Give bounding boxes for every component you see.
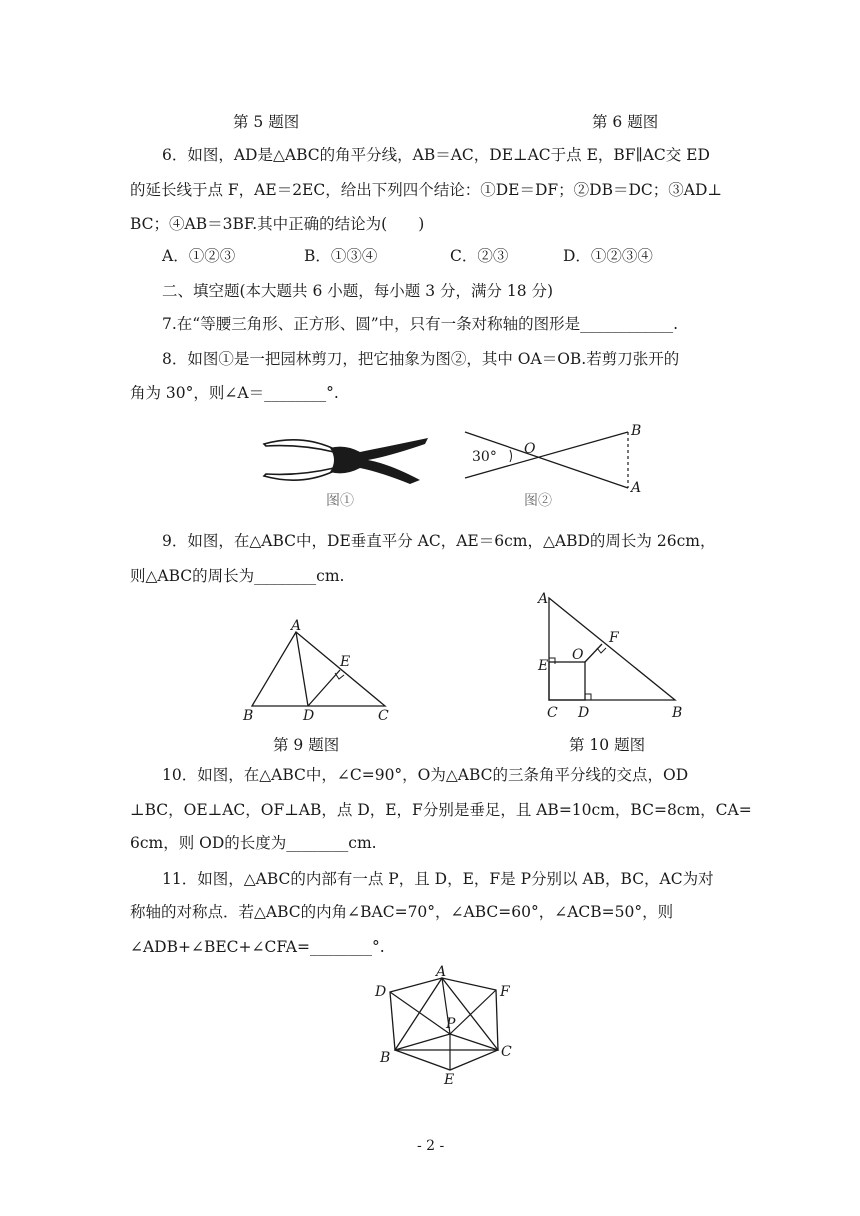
scissors-figure-1: [260, 430, 435, 490]
q6-line-2: 的延长线于点 F，AE＝2EC，给出下列四个结论：①DE＝DF；②DB＝DC；③AD⊥: [130, 181, 722, 199]
q6-option-c: C．②③: [450, 247, 509, 265]
q9-line-2: 则△ABC的周长为________cm.: [130, 567, 345, 585]
q7-text: 7.在“等腰三角形、正方形、圆”中，只有一条对称轴的图形是____________.: [162, 315, 679, 333]
fig9-label-b: B: [243, 708, 254, 724]
q6-option-a: A．①②③: [162, 247, 236, 265]
caption-fig5: 第 5 题图: [233, 113, 300, 131]
caption-fig6: 第 6 题图: [592, 113, 659, 131]
fig10-label-d: D: [578, 705, 590, 721]
q10-line-3: 6cm，则 OD的长度为________cm.: [130, 834, 377, 852]
q9-line-1: 9．如图，在△ABC中，DE垂直平分 AC，AE＝6cm，△ABD的周长为 26cm，: [162, 532, 716, 550]
q11-line-3: ∠ADB+∠BEC+∠CFA=________°.: [130, 938, 385, 956]
point-label-o: O: [524, 441, 536, 457]
section-heading-fill-in: 二、填空题(本大题共 6 小题，每小题 3 分，满分 18 分): [162, 282, 554, 300]
q10-line-2: ⊥BC，OE⊥AC，OF⊥AB，点 D，E，F分别是垂足，且 AB=10cm，BC=8cm，CA=: [130, 801, 752, 819]
scissors-angle-label: 30°: [472, 449, 497, 465]
fig11-label-c: C: [501, 1044, 512, 1060]
figure-9: [240, 618, 400, 728]
fig9-label-c: C: [378, 708, 389, 724]
fig10-label-b: B: [672, 705, 683, 721]
caption-fig10: 第 10 题图: [569, 736, 646, 754]
fig11-label-d: D: [375, 984, 387, 1000]
q6-option-b: B．①③④: [304, 247, 378, 265]
q10-line-1: 10．如图，在△ABC中，∠C=90°，O为△ABC的三条角平分线的交点，OD: [162, 766, 689, 784]
point-label-a: A: [631, 480, 642, 496]
q8-line-1: 8．如图①是一把园林剪刀，把它抽象为图②，其中 OA＝OB.若剪刀张开的: [162, 350, 680, 368]
q11-line-1: 11．如图，△ABC的内部有一点 P，且 D，E，F是 P分别以 AB，BC，AC为对: [162, 870, 714, 888]
fig10-label-c: C: [547, 705, 558, 721]
fig11-label-f: F: [500, 984, 510, 1000]
q8-line-2: 角为 30°，则∠A＝________°.: [130, 384, 339, 402]
fig11-label-e: E: [444, 1072, 455, 1088]
fig9-label-d: D: [303, 708, 315, 724]
fig11-label-p: P: [446, 1016, 456, 1032]
fig10-label-e: E: [538, 658, 549, 674]
page-number: - 2 -: [417, 1138, 445, 1154]
scissors-figure-2: [460, 420, 660, 500]
figure-11: [370, 964, 520, 1090]
q6-line-3: BC；④AB＝3BF.其中正确的结论为( ): [130, 215, 425, 233]
fig10-label-a: A: [538, 591, 549, 607]
point-label-b: B: [631, 423, 642, 439]
fig11-label-a: A: [436, 964, 447, 980]
caption-scissors-2: 图②: [524, 493, 552, 509]
caption-scissors-1: 图①: [326, 493, 354, 509]
q11-line-2: 称轴的对称点．若△ABC的内角∠BAC=70°，∠ABC=60°，∠ACB=50°，则: [130, 903, 674, 921]
q6-line-1: 6．如图，AD是△ABC的角平分线，AB＝AC，DE⊥AC于点 E，BF∥AC交 ED: [162, 146, 710, 164]
q6-option-d: D．①②③④: [563, 247, 653, 265]
figure-10: [535, 590, 695, 722]
fig11-label-b: B: [380, 1050, 391, 1066]
fig10-label-o: O: [572, 647, 584, 663]
fig9-label-a: A: [291, 618, 302, 634]
caption-fig9: 第 9 题图: [273, 736, 340, 754]
fig10-label-f: F: [609, 630, 619, 646]
fig9-label-e: E: [340, 654, 351, 670]
